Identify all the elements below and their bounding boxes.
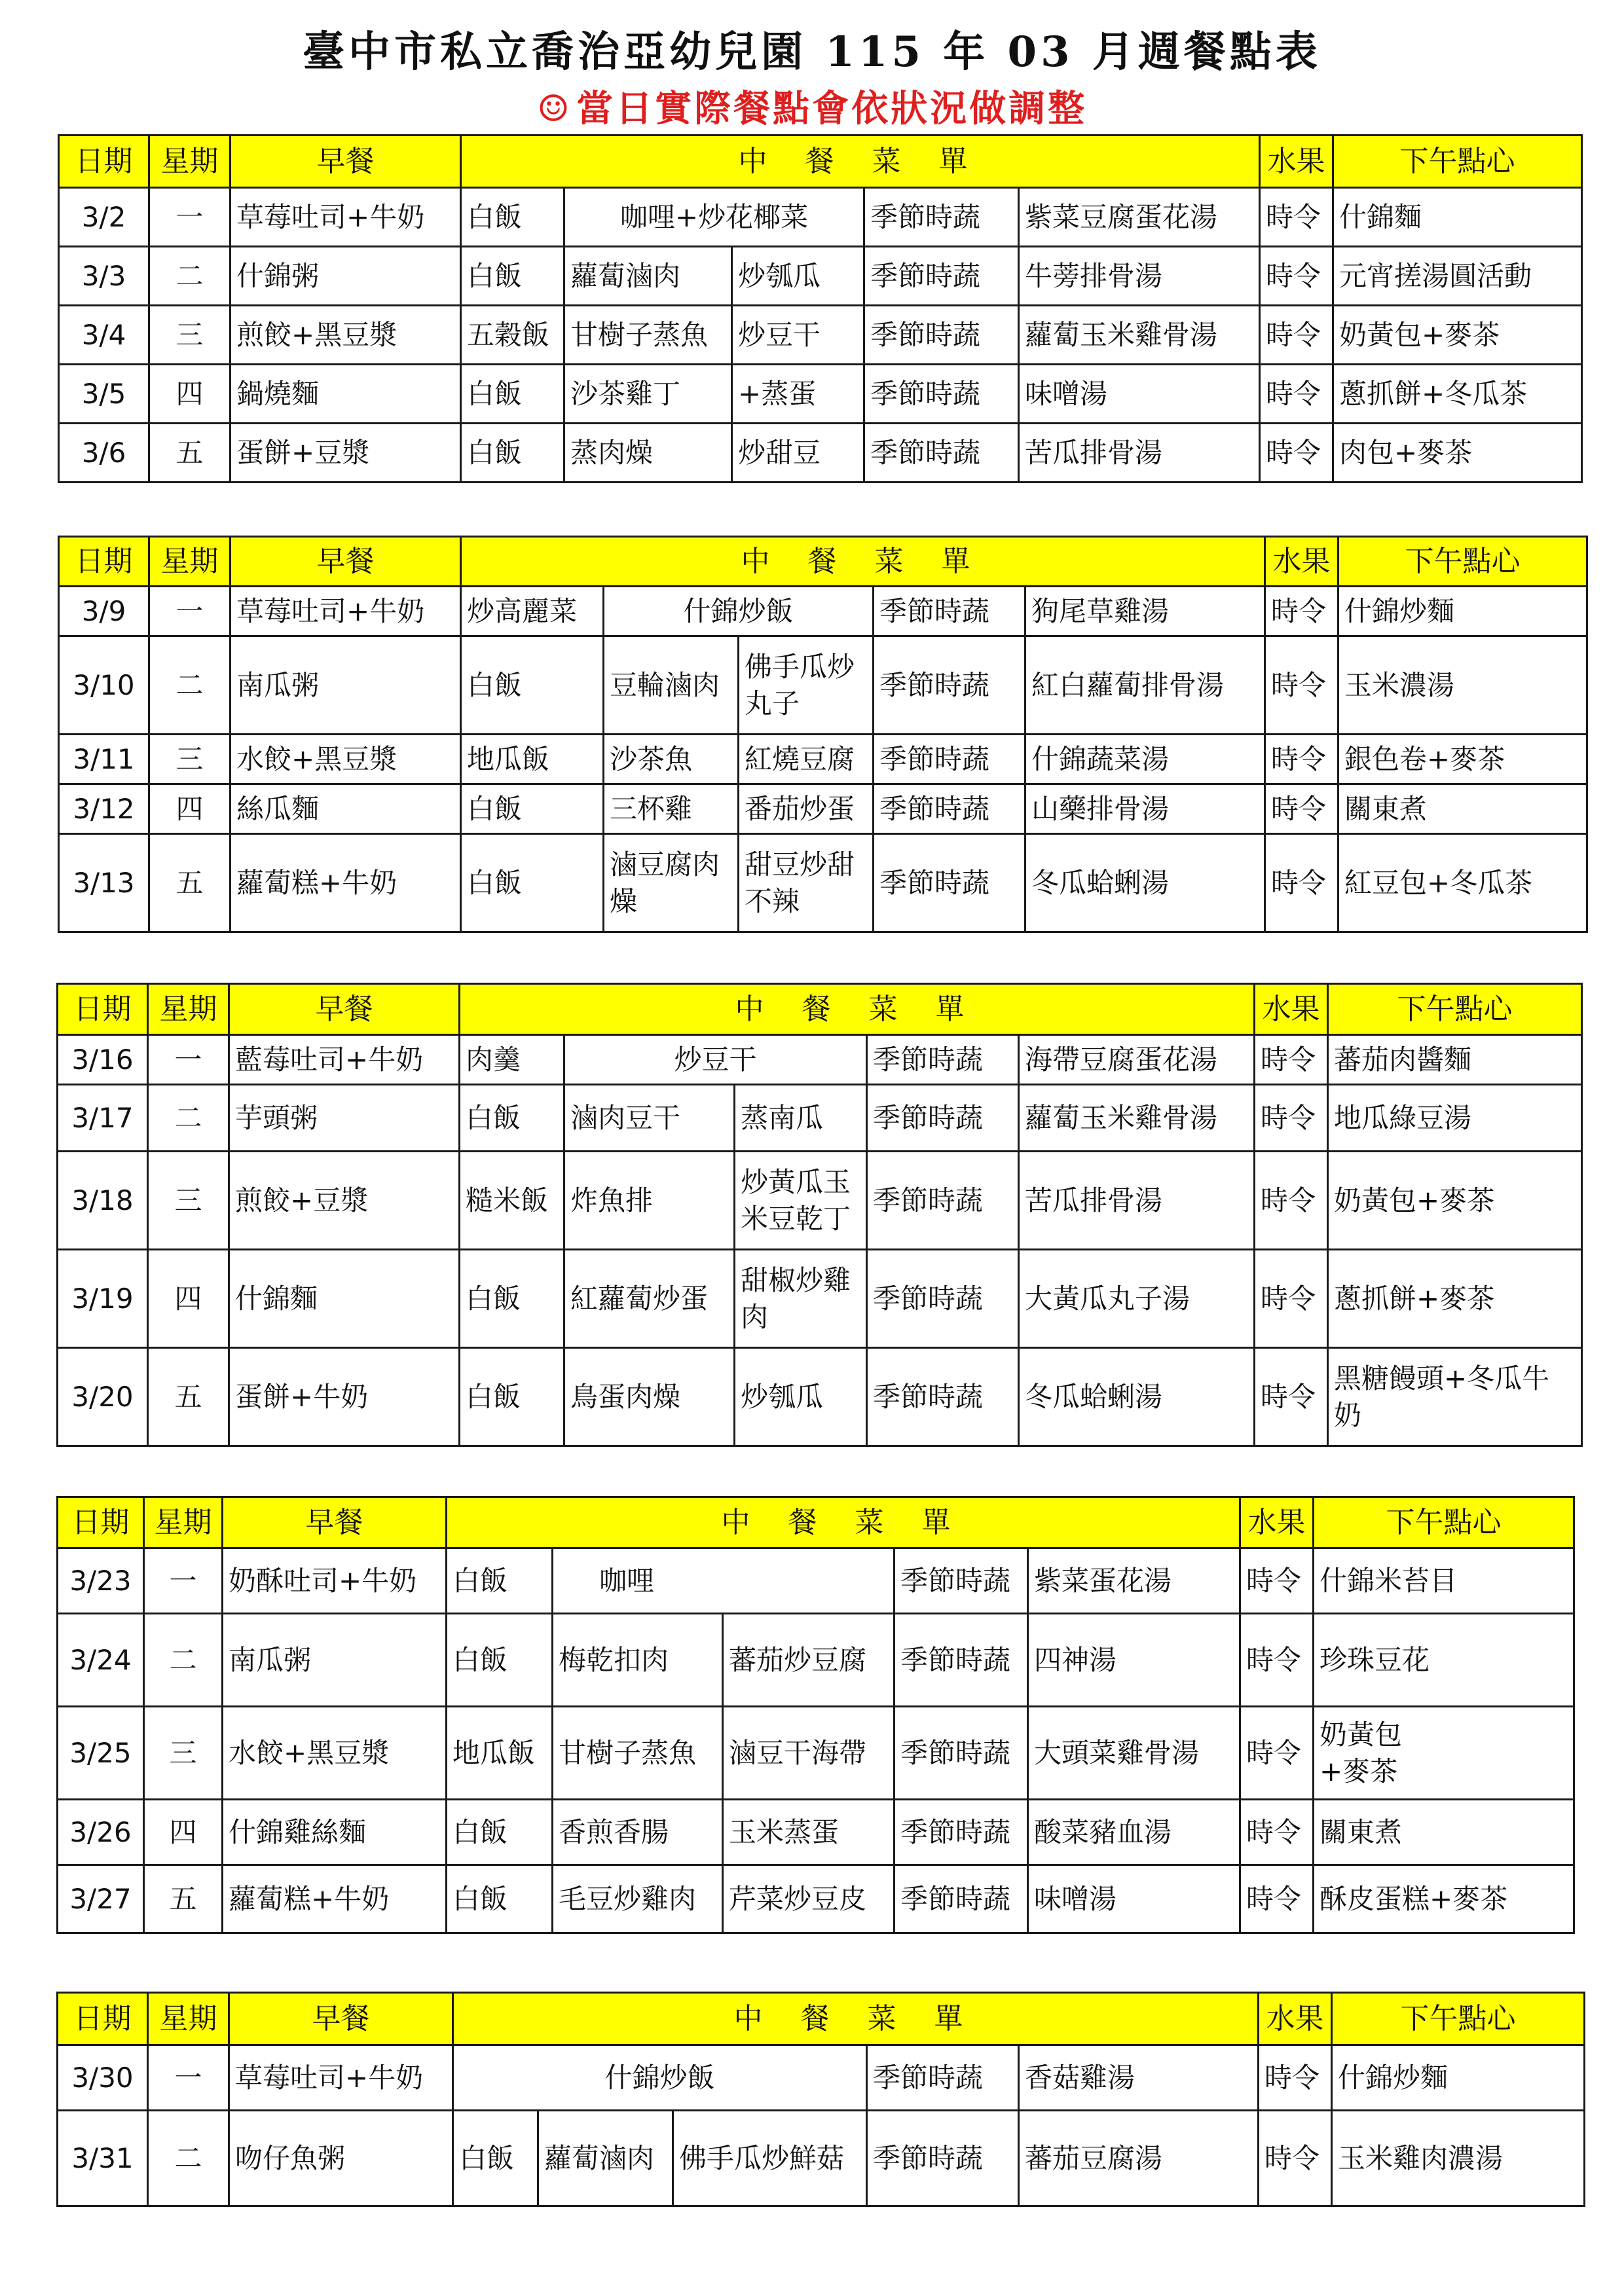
breakfast-cell: 水餃+黑豆漿 (231, 735, 461, 784)
table-header-row (59, 537, 1587, 587)
date-cell: 3/30 (58, 2045, 148, 2111)
fruit-cell: 時令 (1260, 424, 1333, 483)
main-dish-cell: 豆輪滷肉 (604, 636, 739, 735)
header-lunch: 中 餐 菜 單 (447, 1497, 1240, 1548)
staple-cell: 肉羹 (460, 1035, 564, 1085)
staple-cell: 白飯 (461, 188, 564, 247)
main-dish-cell: 甘樹子蒸魚 (553, 1707, 723, 1800)
snack-cell: 奶黃包+麥茶 (1333, 306, 1582, 365)
side-dish-cell: 滷豆干海帶 (723, 1707, 895, 1800)
table-row (59, 834, 1587, 932)
table-row (58, 1152, 1582, 1250)
fruit-cell: 時令 (1259, 2111, 1332, 2206)
soup-cell: 酸菜豬血湯 (1028, 1800, 1240, 1865)
side-dish-cell: 蒸南瓜 (735, 1085, 867, 1152)
page-title: 臺中市私立喬治亞幼兒園 115 年 03 月週餐點表 (303, 27, 1321, 77)
weekday-cell: 五 (149, 834, 231, 932)
header-fruit: 水果 (1240, 1497, 1314, 1548)
breakfast-cell: 煎餃+黑豆漿 (231, 306, 461, 365)
fruit-cell: 時令 (1255, 1152, 1328, 1250)
snack-cell: 什錦麵 (1333, 188, 1582, 247)
week-3-table (56, 983, 1583, 1447)
soup-cell: 蘿蔔玉米雞骨湯 (1019, 1085, 1255, 1152)
fruit-cell: 時令 (1265, 834, 1338, 932)
soup-cell: 大黃瓜丸子湯 (1019, 1250, 1255, 1348)
side-dish-cell: 佛手瓜炒鮮菇 (673, 2111, 867, 2206)
header-snack: 下午點心 (1332, 1993, 1585, 2045)
vegetable-cell: 季節時蔬 (895, 1865, 1028, 1933)
weekday-cell: 五 (149, 424, 231, 483)
weekday-cell: 五 (144, 1865, 223, 1933)
header-fruit: 水果 (1265, 537, 1338, 587)
table-row (59, 188, 1582, 247)
snack-cell: 黑糖饅頭+冬瓜牛奶 (1328, 1348, 1582, 1446)
fruit-cell: 時令 (1255, 1348, 1328, 1446)
side-dish-cell: 甜豆炒甜不辣 (739, 834, 874, 932)
breakfast-cell: 蘿蔔糕+牛奶 (231, 834, 461, 932)
header-weekday: 星期 (149, 136, 231, 188)
weekday-cell: 三 (144, 1707, 223, 1800)
date-cell: 3/13 (59, 834, 149, 932)
date-cell: 3/10 (59, 636, 149, 735)
side-dish-cell: 炒甜豆 (732, 424, 864, 483)
vegetable-cell: 季節時蔬 (874, 784, 1025, 834)
weekday-cell: 四 (149, 784, 231, 834)
soup-cell: 什錦蔬菜湯 (1025, 735, 1265, 784)
soup-cell: 紫菜蛋花湯 (1028, 1548, 1240, 1614)
vegetable-cell: 季節時蔬 (895, 1614, 1028, 1707)
date-cell: 3/3 (59, 247, 149, 306)
table-row (59, 306, 1582, 365)
table-row (59, 587, 1587, 636)
vegetable-cell: 季節時蔬 (864, 306, 1019, 365)
main-dish-cell: 沙茶魚 (604, 735, 739, 784)
soup-cell: 冬瓜蛤蜊湯 (1019, 1348, 1255, 1446)
snack-cell: 玉米雞肉濃湯 (1332, 2111, 1585, 2206)
main-dish-cell: 三杯雞 (604, 784, 739, 834)
table-row (58, 1707, 1574, 1800)
breakfast-cell: 鍋燒麵 (231, 365, 461, 424)
soup-cell: 冬瓜蛤蜊湯 (1025, 834, 1265, 932)
soup-cell: 味噌湯 (1019, 365, 1260, 424)
staple-cell: 白飯 (461, 424, 564, 483)
staple-cell: 白飯 (460, 1348, 564, 1446)
snack-cell: 玉米濃湯 (1338, 636, 1587, 735)
side-dish-cell: 芹菜炒豆皮 (723, 1865, 895, 1933)
main-dish-cell: 滷肉豆干 (564, 1085, 735, 1152)
header-lunch: 中 餐 菜 單 (460, 984, 1255, 1035)
side-dish-cell: 炒豆干 (732, 306, 864, 365)
fruit-cell: 時令 (1265, 636, 1338, 735)
vegetable-cell: 季節時蔬 (867, 1035, 1019, 1085)
table-row (58, 1085, 1582, 1152)
breakfast-cell: 南瓜粥 (231, 636, 461, 735)
staple-cell: 炒高麗菜 (461, 587, 604, 636)
fruit-cell: 時令 (1240, 1800, 1314, 1865)
header-date: 日期 (58, 984, 148, 1035)
staple-cell: 白飯 (460, 1250, 564, 1348)
header-lunch: 中 餐 菜 單 (461, 136, 1260, 188)
snack-cell: 肉包+麥茶 (1333, 424, 1582, 483)
breakfast-cell: 什錦麵 (229, 1250, 460, 1348)
main-dish-cell: 毛豆炒雞肉 (553, 1865, 723, 1933)
table-row (59, 365, 1582, 424)
vegetable-cell: 季節時蔬 (864, 247, 1019, 306)
header-snack: 下午點心 (1338, 537, 1587, 587)
header-lunch: 中 餐 菜 單 (453, 1993, 1259, 2045)
snack-cell: 珍珠豆花 (1314, 1614, 1574, 1707)
fruit-cell: 時令 (1260, 365, 1333, 424)
vegetable-cell: 季節時蔬 (874, 735, 1025, 784)
staple-cell: 白飯 (461, 834, 604, 932)
breakfast-cell: 絲瓜麵 (231, 784, 461, 834)
header-weekday: 星期 (148, 1993, 229, 2045)
fruit-cell: 時令 (1265, 587, 1338, 636)
weekday-cell: 四 (149, 365, 231, 424)
date-cell: 3/5 (59, 365, 149, 424)
main-dish-cell: 什錦炒飯 (453, 2045, 867, 2111)
header-date: 日期 (58, 1993, 148, 2045)
main-dish-cell: 蘿蔔滷肉 (538, 2111, 673, 2206)
header-date: 日期 (58, 1497, 144, 1548)
staple-cell: 五穀飯 (461, 306, 564, 365)
header-date: 日期 (59, 537, 149, 587)
vegetable-cell: 季節時蔬 (867, 1348, 1019, 1446)
header-lunch: 中 餐 菜 單 (461, 537, 1265, 587)
side-dish-cell: 炒瓠瓜 (735, 1348, 867, 1446)
date-cell: 3/6 (59, 424, 149, 483)
soup-cell: 海帶豆腐蛋花湯 (1019, 1035, 1255, 1085)
weekday-cell: 二 (149, 636, 231, 735)
main-dish-cell: 滷豆腐肉燥 (604, 834, 739, 932)
vegetable-cell: 季節時蔬 (874, 587, 1025, 636)
vegetable-cell: 季節時蔬 (867, 1152, 1019, 1250)
fruit-cell: 時令 (1240, 1614, 1314, 1707)
date-cell: 3/17 (58, 1085, 148, 1152)
date-cell: 3/4 (59, 306, 149, 365)
side-dish-cell: 炒瓠瓜 (732, 247, 864, 306)
soup-cell: 苦瓜排骨湯 (1019, 424, 1260, 483)
weekday-cell: 一 (149, 587, 231, 636)
vegetable-cell: 季節時蔬 (867, 1250, 1019, 1348)
header-date: 日期 (59, 136, 149, 188)
vegetable-cell: 季節時蔬 (864, 188, 1019, 247)
weekday-cell: 一 (148, 2045, 229, 2111)
header-snack: 下午點心 (1333, 136, 1582, 188)
side-dish-cell: 蕃茄炒豆腐 (723, 1614, 895, 1707)
weekday-cell: 四 (148, 1250, 229, 1348)
header-breakfast: 早餐 (223, 1497, 447, 1548)
fruit-cell: 時令 (1265, 735, 1338, 784)
breakfast-cell: 什錦粥 (231, 247, 461, 306)
main-dish-cell: 甘樹子蒸魚 (564, 306, 732, 365)
weekday-cell: 三 (149, 306, 231, 365)
header-fruit: 水果 (1259, 1993, 1332, 2045)
date-cell: 3/19 (58, 1250, 148, 1348)
date-cell: 3/31 (58, 2111, 148, 2206)
weekday-cell: 四 (144, 1800, 223, 1865)
table-header-row (58, 1497, 1574, 1548)
staple-cell: 白飯 (460, 1085, 564, 1152)
date-cell: 3/16 (58, 1035, 148, 1085)
main-dish-cell: 香煎香腸 (553, 1800, 723, 1865)
vegetable-cell: 季節時蔬 (874, 834, 1025, 932)
soup-cell: 苦瓜排骨湯 (1019, 1152, 1255, 1250)
week-1-table (58, 134, 1583, 483)
table-header-row (58, 984, 1582, 1035)
vegetable-cell: 季節時蔬 (895, 1548, 1028, 1614)
breakfast-cell: 煎餃+豆漿 (229, 1152, 460, 1250)
table-row (58, 1800, 1574, 1865)
weekday-cell: 一 (144, 1548, 223, 1614)
fruit-cell: 時令 (1240, 1707, 1314, 1800)
fruit-cell: 時令 (1260, 188, 1333, 247)
side-dish-cell: 紅燒豆腐 (739, 735, 874, 784)
date-cell: 3/23 (58, 1548, 144, 1614)
week-4-table (56, 1496, 1575, 1934)
date-cell: 3/11 (59, 735, 149, 784)
table-row (59, 735, 1587, 784)
notice-text: 當日實際餐點會依狀況做調整 (576, 87, 1088, 130)
snack-cell: 關東煮 (1314, 1800, 1574, 1865)
week-5-table (56, 1992, 1585, 2207)
staple-cell: 白飯 (461, 365, 564, 424)
weekday-cell: 二 (149, 247, 231, 306)
side-dish-cell: 玉米蒸蛋 (723, 1800, 895, 1865)
breakfast-cell: 草莓吐司+牛奶 (231, 587, 461, 636)
table-row (58, 1865, 1574, 1933)
week-2-table (58, 536, 1588, 933)
staple-cell: 白飯 (461, 784, 604, 834)
breakfast-cell: 水餃+黑豆漿 (223, 1707, 447, 1800)
snack-cell: 奶黃包+麥茶 (1328, 1152, 1582, 1250)
snack-cell: 蔥抓餅+冬瓜茶 (1333, 365, 1582, 424)
vegetable-cell: 季節時蔬 (867, 2111, 1019, 2206)
side-dish-cell: 佛手瓜炒丸子 (739, 636, 874, 735)
breakfast-cell: 草莓吐司+牛奶 (229, 2045, 453, 2111)
breakfast-cell: 蛋餅+豆漿 (231, 424, 461, 483)
main-dish-cell: 梅乾扣肉 (553, 1614, 723, 1707)
header-weekday: 星期 (144, 1497, 223, 1548)
side-dish-cell: 甜椒炒雞肉 (735, 1250, 867, 1348)
snack-cell: 紅豆包+冬瓜茶 (1338, 834, 1587, 932)
soup-cell: 四神湯 (1028, 1614, 1240, 1707)
date-cell: 3/26 (58, 1800, 144, 1865)
staple-cell: 白飯 (447, 1865, 553, 1933)
date-cell: 3/2 (59, 188, 149, 247)
breakfast-cell: 藍莓吐司+牛奶 (229, 1035, 460, 1085)
date-cell: 3/9 (59, 587, 149, 636)
vegetable-cell: 季節時蔬 (895, 1800, 1028, 1865)
weekday-cell: 一 (148, 1035, 229, 1085)
main-dish-cell: 炸魚排 (564, 1152, 735, 1250)
soup-cell: 牛蒡排骨湯 (1019, 247, 1260, 306)
notice-subtitle (0, 84, 1624, 134)
table-row (58, 1250, 1582, 1348)
main-dish-cell: 什錦炒飯 (604, 587, 874, 636)
vegetable-cell: 季節時蔬 (864, 365, 1019, 424)
vegetable-cell: 季節時蔬 (895, 1707, 1028, 1800)
main-dish-cell: 蒸肉燥 (564, 424, 732, 483)
snack-cell: 什錦炒麵 (1338, 587, 1587, 636)
snack-cell: 什錦米苔目 (1314, 1548, 1574, 1614)
breakfast-cell: 芋頭粥 (229, 1085, 460, 1152)
fruit-cell: 時令 (1255, 1085, 1328, 1152)
table-row (59, 247, 1582, 306)
breakfast-cell: 蘿蔔糕+牛奶 (223, 1865, 447, 1933)
fruit-cell: 時令 (1260, 247, 1333, 306)
vegetable-cell: 季節時蔬 (874, 636, 1025, 735)
header-snack: 下午點心 (1314, 1497, 1574, 1548)
fruit-cell: 時令 (1255, 1035, 1328, 1085)
table-row (58, 1348, 1582, 1446)
weekday-cell: 一 (149, 188, 231, 247)
vegetable-cell: 季節時蔬 (867, 1085, 1019, 1152)
weekday-cell: 三 (148, 1152, 229, 1250)
snack-cell: 酥皮蛋糕+麥茶 (1314, 1865, 1574, 1933)
table-header-row (59, 136, 1582, 188)
header-breakfast: 早餐 (231, 537, 461, 587)
fruit-cell: 時令 (1255, 1250, 1328, 1348)
header-breakfast: 早餐 (229, 984, 460, 1035)
table-row (58, 1614, 1574, 1707)
staple-cell: 白飯 (461, 636, 604, 735)
date-cell: 3/12 (59, 784, 149, 834)
table-header-row (58, 1993, 1585, 2045)
main-dish-cell: 紅蘿蔔炒蛋 (564, 1250, 735, 1348)
soup-cell: 紅白蘿蔔排骨湯 (1025, 636, 1265, 735)
fruit-cell: 時令 (1259, 2045, 1332, 2111)
soup-cell: 味噌湯 (1028, 1865, 1240, 1933)
main-dish-cell: 蘿蔔滷肉 (564, 247, 732, 306)
table-row (58, 2111, 1585, 2206)
weekday-cell: 五 (148, 1348, 229, 1446)
weekday-cell: 三 (149, 735, 231, 784)
weekday-cell: 二 (148, 1085, 229, 1152)
header-weekday: 星期 (149, 537, 231, 587)
main-dish-cell: 咖哩 (553, 1548, 895, 1614)
date-cell: 3/18 (58, 1152, 148, 1250)
table-row (59, 636, 1587, 735)
side-dish-cell: 炒黃瓜玉米豆乾丁 (735, 1152, 867, 1250)
main-dish-cell: 咖哩+炒花椰菜 (564, 188, 864, 247)
snack-cell: 蔥抓餅+麥茶 (1328, 1250, 1582, 1348)
fruit-cell: 時令 (1260, 306, 1333, 365)
breakfast-cell: 蛋餅+牛奶 (229, 1348, 460, 1446)
smiley-face-icon: ☺ (536, 87, 573, 130)
snack-cell: 奶黃包+麥茶 (1314, 1707, 1574, 1800)
snack-cell: 關東煮 (1338, 784, 1587, 834)
header-snack: 下午點心 (1328, 984, 1582, 1035)
staple-cell: 糙米飯 (460, 1152, 564, 1250)
date-cell: 3/25 (58, 1707, 144, 1800)
fruit-cell: 時令 (1240, 1865, 1314, 1933)
header-breakfast: 早餐 (231, 136, 461, 188)
vegetable-cell: 季節時蔬 (867, 2045, 1019, 2111)
snack-cell: 蕃茄肉醬麵 (1328, 1035, 1582, 1085)
breakfast-cell: 南瓜粥 (223, 1614, 447, 1707)
breakfast-cell: 草莓吐司+牛奶 (231, 188, 461, 247)
fruit-cell: 時令 (1265, 784, 1338, 834)
breakfast-cell: 奶酥吐司+牛奶 (223, 1548, 447, 1614)
vegetable-cell: 季節時蔬 (864, 424, 1019, 483)
staple-cell: 白飯 (447, 1800, 553, 1865)
breakfast-cell: 什錦雞絲麵 (223, 1800, 447, 1865)
breakfast-cell: 吻仔魚粥 (229, 2111, 453, 2206)
table-row (58, 1035, 1582, 1085)
soup-cell: 香菇雞湯 (1019, 2045, 1259, 2111)
snack-cell: 銀色卷+麥茶 (1338, 735, 1587, 784)
soup-cell: 蘿蔔玉米雞骨湯 (1019, 306, 1260, 365)
main-dish-cell: 鳥蛋肉燥 (564, 1348, 735, 1446)
staple-cell: 白飯 (447, 1614, 553, 1707)
header-fruit: 水果 (1255, 984, 1328, 1035)
staple-cell: 白飯 (447, 1548, 553, 1614)
table-row (58, 2045, 1585, 2111)
main-dish-cell: 炒豆干 (564, 1035, 867, 1085)
date-cell: 3/27 (58, 1865, 144, 1933)
soup-cell: 狗尾草雞湯 (1025, 587, 1265, 636)
table-row (59, 784, 1587, 834)
staple-cell: 地瓜飯 (461, 735, 604, 784)
snack-cell: 地瓜綠豆湯 (1328, 1085, 1582, 1152)
table-row (58, 1548, 1574, 1614)
table-row (59, 424, 1582, 483)
header-weekday: 星期 (148, 984, 229, 1035)
soup-cell: 蕃茄豆腐湯 (1019, 2111, 1259, 2206)
soup-cell: 山藥排骨湯 (1025, 784, 1265, 834)
weekday-cell: 二 (148, 2111, 229, 2206)
staple-cell: 白飯 (453, 2111, 538, 2206)
soup-cell: 紫菜豆腐蛋花湯 (1019, 188, 1260, 247)
staple-cell: 地瓜飯 (447, 1707, 553, 1800)
date-cell: 3/24 (58, 1614, 144, 1707)
soup-cell: 大頭菜雞骨湯 (1028, 1707, 1240, 1800)
side-dish-cell: 番茄炒蛋 (739, 784, 874, 834)
date-cell: 3/20 (58, 1348, 148, 1446)
main-dish-cell: 沙茶雞丁 (564, 365, 732, 424)
side-dish-cell: +蒸蛋 (732, 365, 864, 424)
fruit-cell: 時令 (1240, 1548, 1314, 1614)
snack-cell: 元宵搓湯圓活動 (1333, 247, 1582, 306)
header-fruit: 水果 (1260, 136, 1333, 188)
snack-cell: 什錦炒麵 (1332, 2045, 1585, 2111)
header-breakfast: 早餐 (229, 1993, 453, 2045)
weekday-cell: 二 (144, 1614, 223, 1707)
staple-cell: 白飯 (461, 247, 564, 306)
